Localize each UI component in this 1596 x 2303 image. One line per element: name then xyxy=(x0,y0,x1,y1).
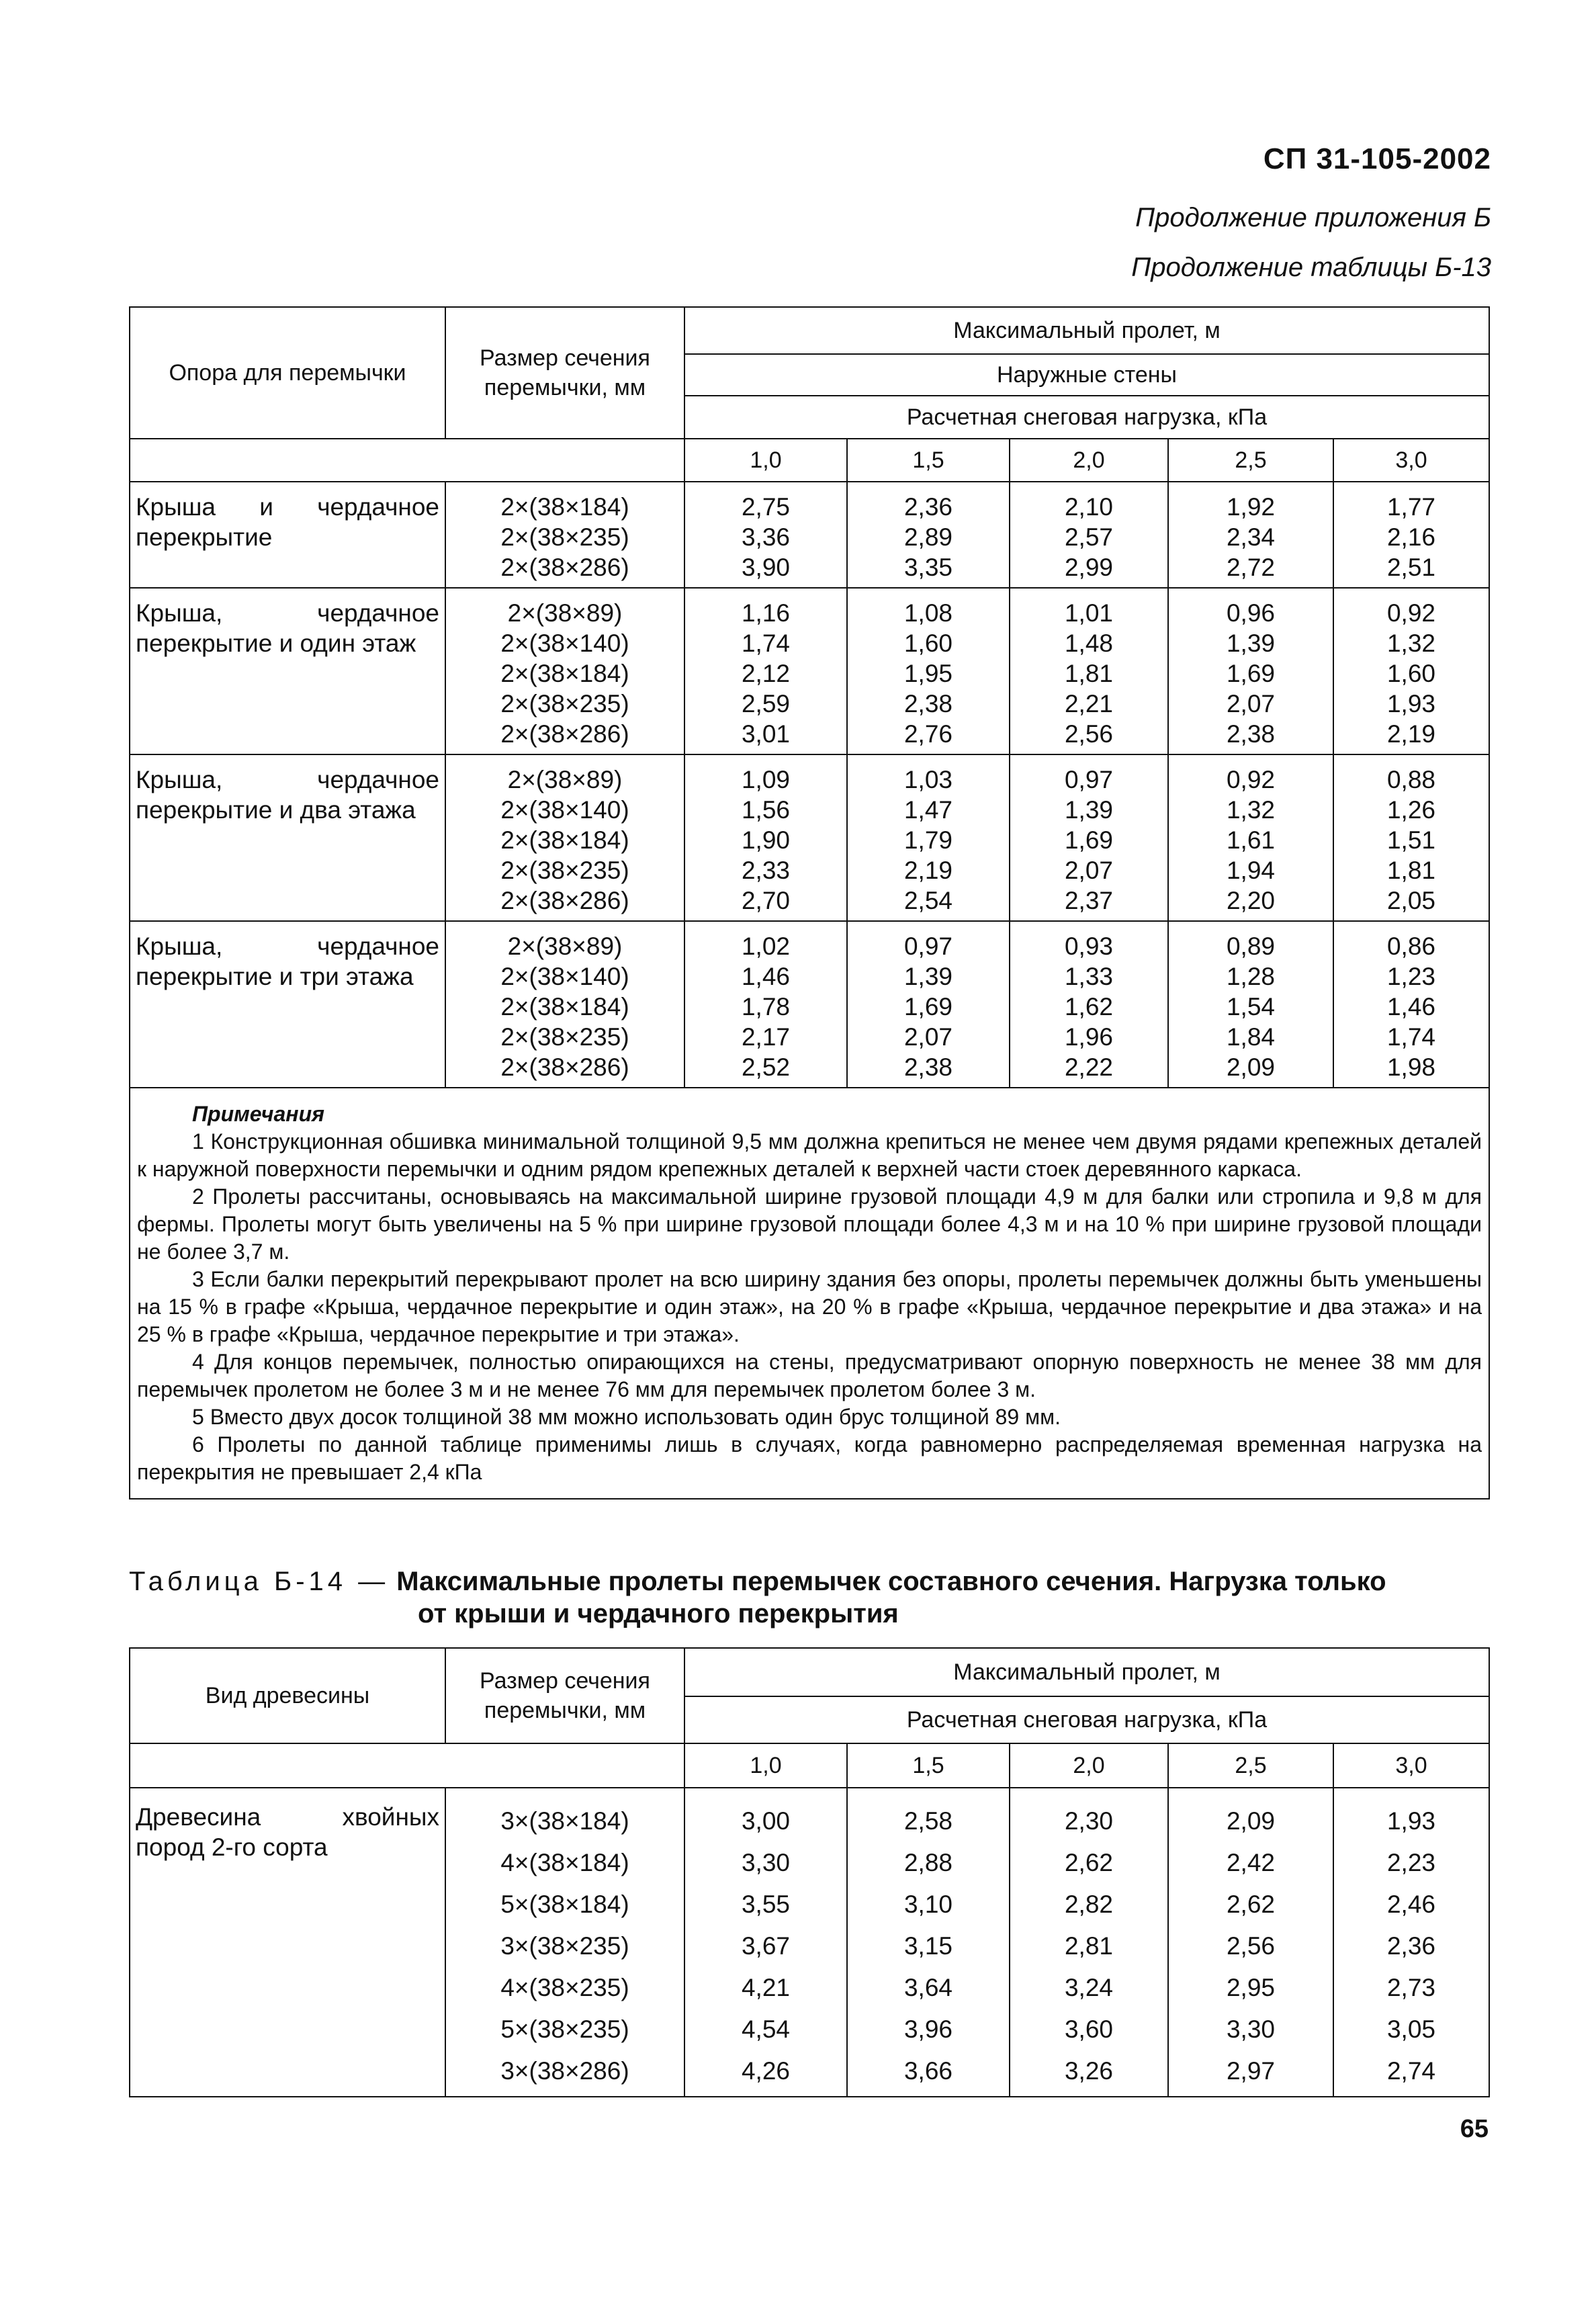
value-cell: 0,97 1,39 1,69 2,07 2,37 xyxy=(1010,754,1168,921)
col-header-size: Размер сечения перемычки, мм xyxy=(445,307,684,439)
header-snow-load: Расчетная снеговая нагрузка, кПа xyxy=(684,1696,1489,1743)
load-3-0: 3,0 xyxy=(1333,1743,1489,1788)
value-cell: 0,92 1,32 1,60 1,93 2,19 xyxy=(1333,588,1489,754)
col-header-support: Опора для перемычки xyxy=(130,307,445,439)
value-cell: 1,01 1,48 1,81 2,21 2,56 xyxy=(1010,588,1168,754)
value-cell: 1,09 1,56 1,90 2,33 2,70 xyxy=(684,754,847,921)
note-3: 3 Если балки перекрытий перекрывают пролет на всю ширину здания без опоры, пролеты перемычек должны быть уменьшены на 15 % в графе «Крыша, чердачное перекрытие и один этаж», на 20 % в графе «Крыша, чердачное перекрытие и два этажа» и на 25 % в графе «Крыша, чердачное перекрытие и три этажа». xyxy=(137,1267,1482,1346)
load-1-5: 1,5 xyxy=(847,439,1010,482)
value-cell: 0,88 1,26 1,51 1,81 2,05 xyxy=(1333,754,1489,921)
col-header-wood: Вид древесины xyxy=(130,1648,445,1743)
table-b14-caption xyxy=(129,1565,1489,1630)
value-cell: 2,75 3,36 3,90 xyxy=(684,482,847,588)
size-cell: 2×(38×89) 2×(38×140) 2×(38×184) 2×(38×235) 2×(38×286) xyxy=(445,754,684,921)
header-outer-walls: Наружные стены xyxy=(684,354,1489,396)
value-cell: 1,77 2,16 2,51 xyxy=(1333,482,1489,588)
note-4: 4 Для концов перемычек, полностью опирающихся на стены, предусматривают опорную поверхность не менее 38 мм для перемычек пролетом не более 3 м и не менее 76 мм для перемычек пролетом более 3 м. xyxy=(137,1350,1482,1401)
note-6: 6 Пролеты по данной таблице применимы лишь в случаях, когда равномерно распределяемая временная нагрузка на перекрытия не превышает 2,4 кПа xyxy=(137,1432,1482,1484)
load-2-0: 2,0 xyxy=(1010,1743,1168,1788)
value-cell: 1,02 1,46 1,78 2,17 2,52 xyxy=(684,921,847,1088)
value-cell: 1,03 1,47 1,79 2,19 2,54 xyxy=(847,754,1010,921)
value-cell: 1,93 2,23 2,46 2,36 2,73 3,05 2,74 xyxy=(1333,1788,1489,2097)
header-max-span: Максимальный пролет, м xyxy=(684,307,1489,354)
table-continuation: Продолжение таблицы Б-13 xyxy=(1131,253,1491,282)
header-snow-load: Расчетная снеговая нагрузка, кПа xyxy=(684,396,1489,439)
table-row xyxy=(130,482,1489,588)
group-name: Крыша и чердачное перекрытие xyxy=(130,482,445,588)
value-cell: 1,08 1,60 1,95 2,38 2,76 xyxy=(847,588,1010,754)
value-cell: 0,86 1,23 1,46 1,74 1,98 xyxy=(1333,921,1489,1088)
notes-cell xyxy=(130,1088,1489,1499)
load-2-0: 2,0 xyxy=(1010,439,1168,482)
value-cell: 2,10 2,57 2,99 xyxy=(1010,482,1168,588)
table-row xyxy=(130,588,1489,754)
size-cell: 2×(38×89) 2×(38×140) 2×(38×184) 2×(38×235) 2×(38×286) xyxy=(445,588,684,754)
group-name: Крыша, чердачное перекрытие и два этажа xyxy=(130,754,445,921)
wood-type: Древесина хвойных пород 2-го сорта xyxy=(130,1788,445,2097)
table-row xyxy=(130,1788,1489,2097)
value-cell: 0,97 1,39 1,69 2,07 2,38 xyxy=(847,921,1010,1088)
group-name: Крыша, чердачное перекрытие и три этажа xyxy=(130,921,445,1088)
size-value: 2×(38×235) xyxy=(500,523,629,551)
size-cell: 3×(38×184) 4×(38×184) 5×(38×184) 3×(38×235) 4×(38×235) 5×(38×235) 3×(38×286) xyxy=(445,1788,684,2097)
value-cell: 3,00 3,30 3,55 3,67 4,21 4,54 4,26 xyxy=(684,1788,847,2097)
value-cell: 2,58 2,88 3,10 3,15 3,64 3,96 3,66 xyxy=(847,1788,1010,2097)
table-title-line1: Максимальные пролеты перемычек составного сечения. Нагрузка только xyxy=(396,1567,1386,1596)
value-cell: 2,36 2,89 3,35 xyxy=(847,482,1010,588)
load-1-5: 1,5 xyxy=(847,1743,1010,1788)
table-label: Таблица Б-14 — xyxy=(129,1567,390,1596)
load-2-5: 2,5 xyxy=(1168,439,1333,482)
value-cell: 0,96 1,39 1,69 2,07 2,38 xyxy=(1168,588,1333,754)
header-max-span: Максимальный пролет, м xyxy=(684,1648,1489,1696)
size-cell xyxy=(445,482,684,588)
value-cell: 2,30 2,62 2,82 2,81 3,24 3,60 3,26 xyxy=(1010,1788,1168,2097)
load-3-0: 3,0 xyxy=(1333,439,1489,482)
value-cell: 0,93 1,33 1,62 1,96 2,22 xyxy=(1010,921,1168,1088)
load-1-0: 1,0 xyxy=(684,439,847,482)
table-title-line2: от крыши и чердачного перекрытия xyxy=(418,1599,899,1628)
table-row xyxy=(130,921,1489,1088)
load-1-0: 1,0 xyxy=(684,1743,847,1788)
col-header-size: Размер сечения перемычки, мм xyxy=(445,1648,684,1743)
value-cell: 0,89 1,28 1,54 1,84 2,09 xyxy=(1168,921,1333,1088)
size-value: 2×(38×286) xyxy=(500,554,629,581)
page-number: 65 xyxy=(1460,2115,1489,2143)
appendix-continuation: Продолжение приложения Б xyxy=(1135,203,1491,232)
document-code: СП 31-105-2002 xyxy=(1263,142,1491,175)
load-2-5: 2,5 xyxy=(1168,1743,1333,1788)
value-cell: 1,92 2,34 2,72 xyxy=(1168,482,1333,588)
table-b14 xyxy=(129,1647,1490,2097)
table-row xyxy=(130,754,1489,921)
value-cell: 2,09 2,42 2,62 2,56 2,95 3,30 2,97 xyxy=(1168,1788,1333,2097)
value-cell: 0,92 1,32 1,61 1,94 2,20 xyxy=(1168,754,1333,921)
size-value: 2×(38×184) xyxy=(500,493,629,521)
table-b13 xyxy=(129,306,1490,1500)
size-cell: 2×(38×89) 2×(38×140) 2×(38×184) 2×(38×235) 2×(38×286) xyxy=(445,921,684,1088)
note-5: 5 Вместо двух досок толщиной 38 мм можно использовать один брус толщиной 89 мм. xyxy=(192,1405,1061,1429)
note-1: 1 Конструкционная обшивка минимальной толщиной 9,5 мм должна крепиться не менее чем двумя рядами крепежных деталей к наружной поверхности перемычки и одним рядом крепежных деталей к верхней части стоек деревянного каркаса. xyxy=(137,1129,1482,1181)
value-cell: 1,16 1,74 2,12 2,59 3,01 xyxy=(684,588,847,754)
notes-title: Примечания xyxy=(192,1102,324,1126)
note-2: 2 Пролеты рассчитаны, основываясь на максимальной ширине грузовой площади 4,9 м для балки или стропила и 9,8 м для фермы. Пролеты могут быть увеличены на 5 % при ширине грузовой площади более 4,3 м и на 10 % при ширине грузовой площади не более 3,7 м. xyxy=(137,1184,1482,1264)
group-name: Крыша, чердачное перекрытие и один этаж xyxy=(130,588,445,754)
notes-row xyxy=(130,1088,1489,1499)
